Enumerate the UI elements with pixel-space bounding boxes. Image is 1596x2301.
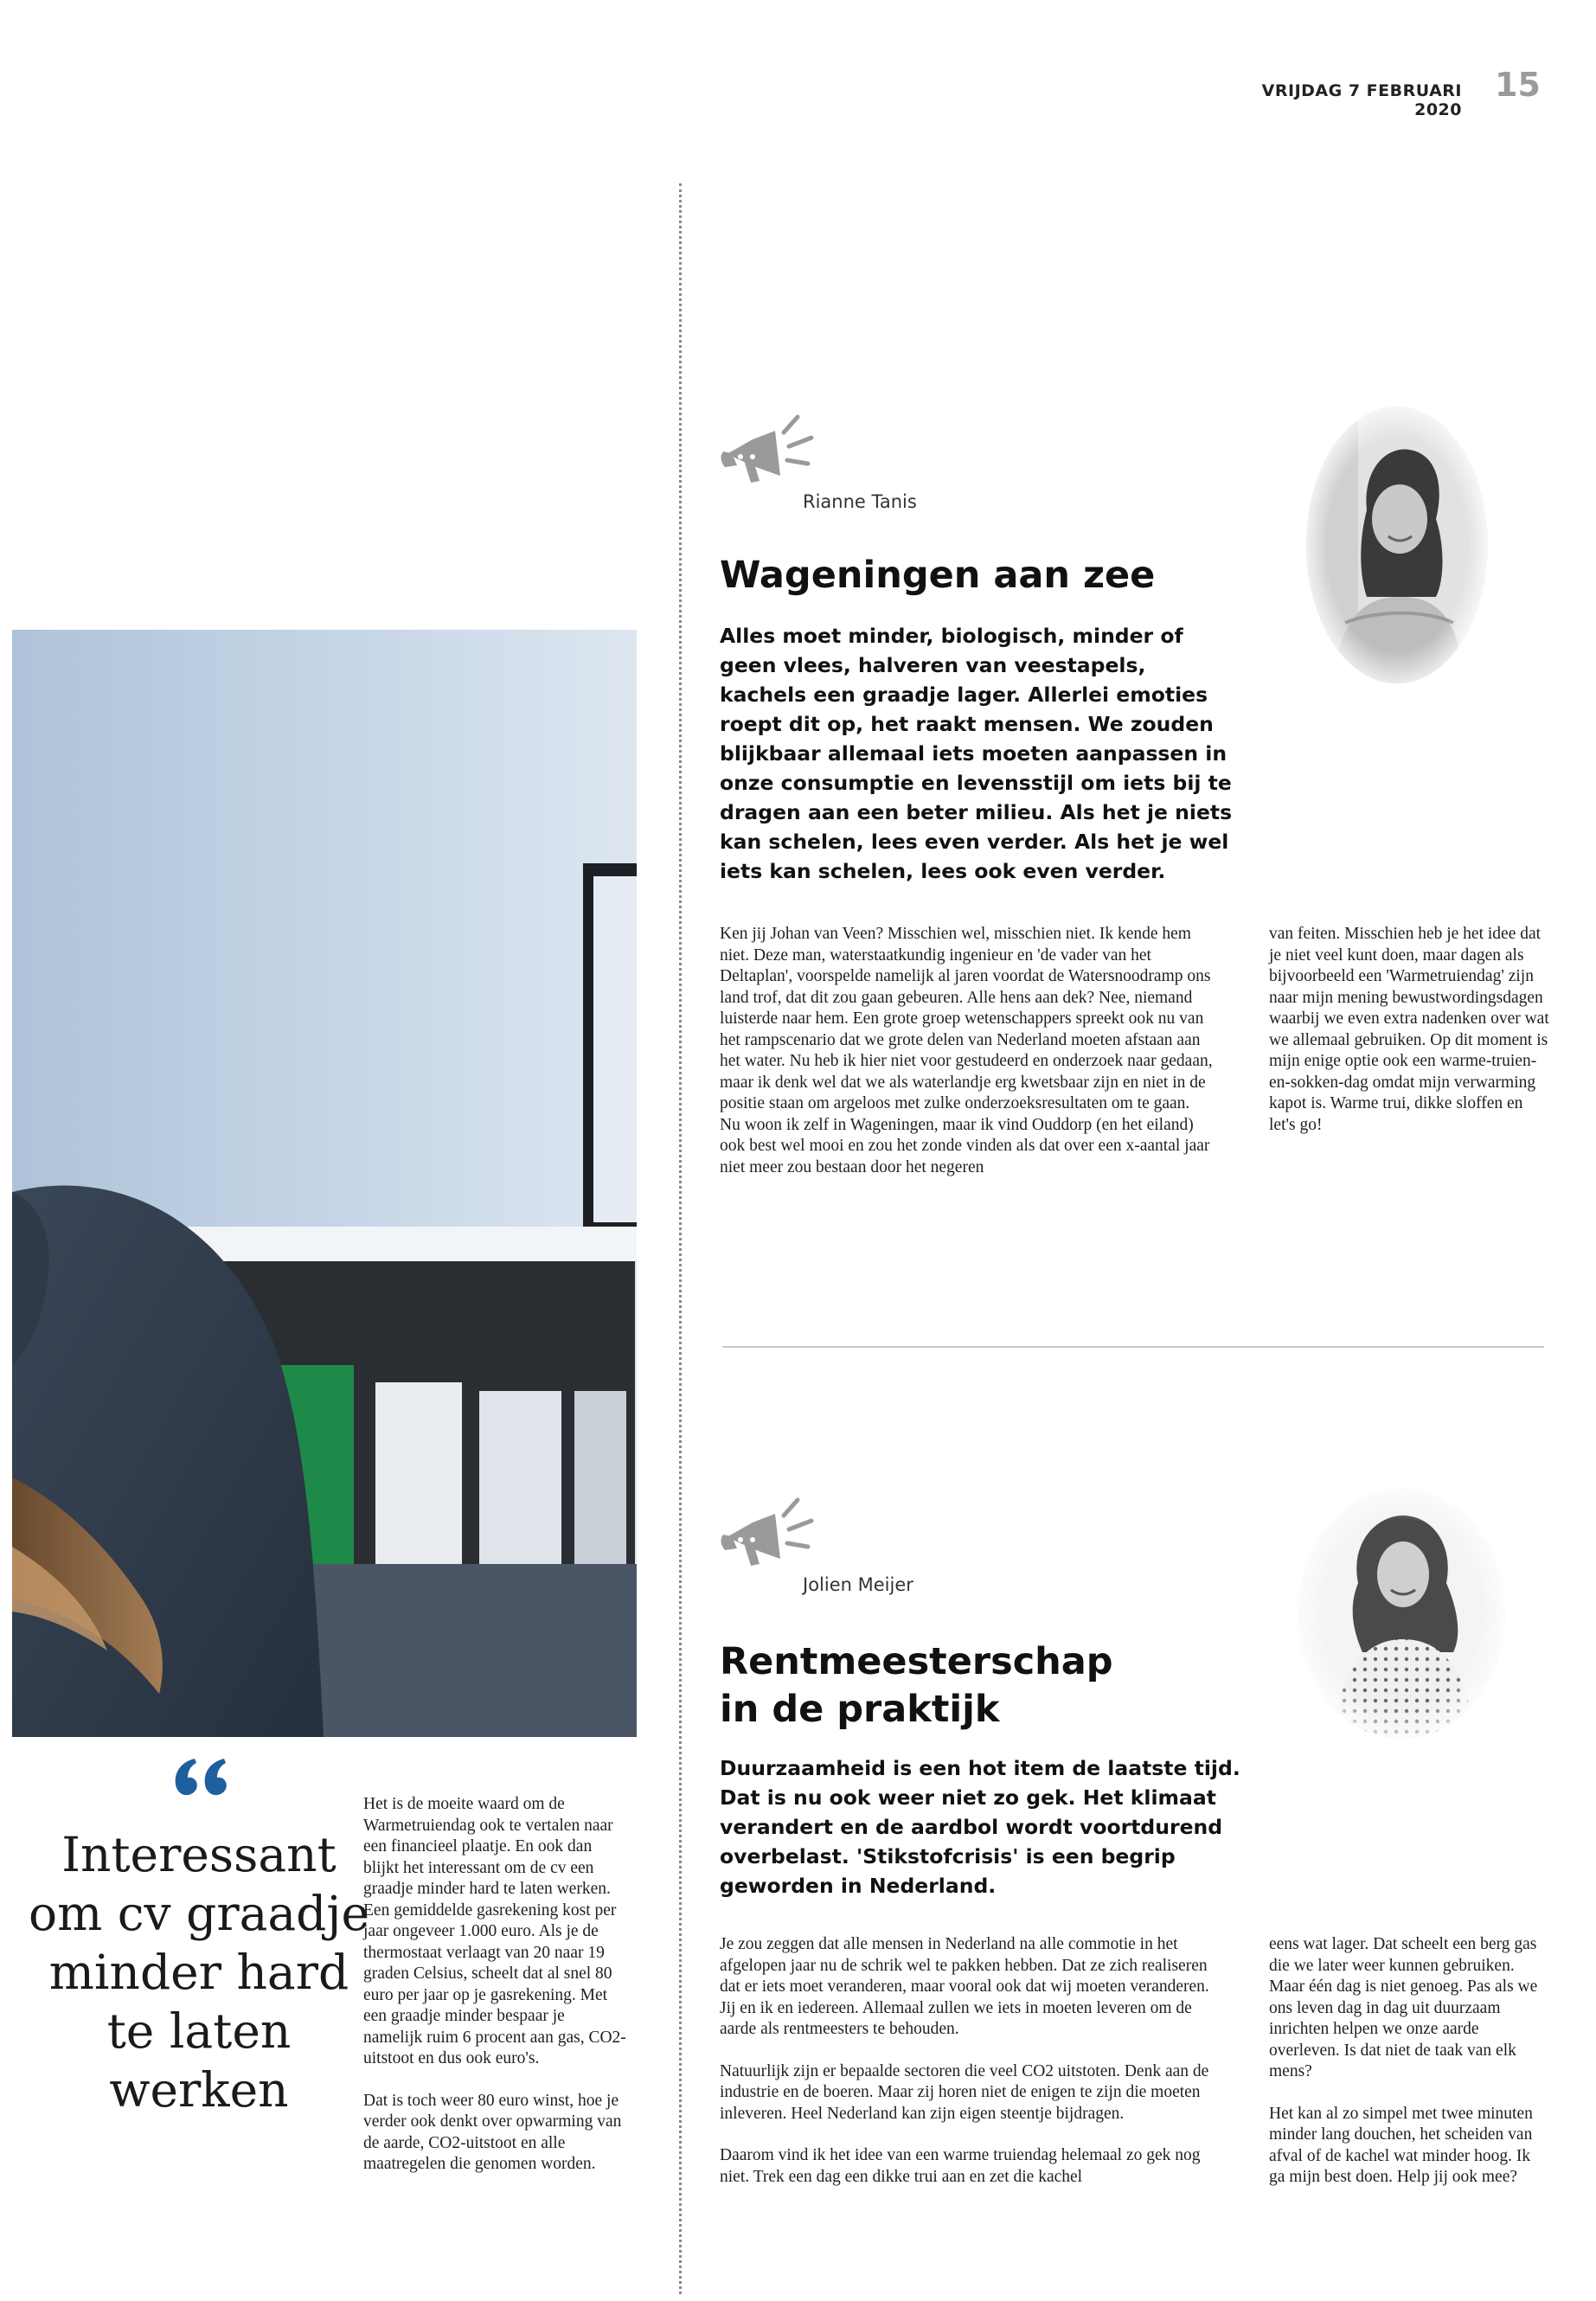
title-line: in de praktijk: [720, 1688, 1000, 1731]
megaphone-icon: [718, 407, 820, 484]
paragraph: Ken jij Johan van Veen? Misschien wel, misschien niet. Ik kende hem niet. Deze man, waterstaatkundig ingenieur en 'de vader van het Deltaplan', voorspelde namelijk al jaren voordat de Watersnoodramp ons land trof, dat dit zou gaan gebeuren. Alle hens aan dek? Nee, niemand luisterde naar hem. Een grote groep wetenschappers spreekt ook nu van het rampscenario dat we grote delen van Nederland moeten afstaan aan het water. Nu heb ik hier niet voor gestudeerd en onderzoek naar gedaan, maar ik denk wel dat we als waterlandje erg kwetsbaar zijn en niet in de positie staan om argeloos met zulke onderzoeksresultaten om te gaan. Nu woon ik zelf in Wageningen, maar ik vind Ouddorp (en het eiland) ook best wel mooi en zou het zonde vinden als dat over een x-aantal jaar niet meer zou bestaan door het negeren: [720, 925, 1213, 1176]
photo-woman-in-sweater: [12, 630, 637, 1737]
author-name: Rianne Tanis: [803, 491, 917, 512]
section-divider: [722, 1346, 1544, 1348]
pull-quote: Interessant om cv graadje minder hard te laten werken: [29, 1827, 369, 2118]
megaphone-icon-2: [718, 1490, 820, 1572]
paragraph: eens wat lager. Dat scheelt een berg gas die we later weer kunnen gebruiken. Maar één dag is niet genoeg. Pas als we ons leven dag in dag uit duurzaam inrichten helpen we onze aarde overleven. Is dat niet de taak van elk mens?: [1269, 1935, 1538, 2080]
paragraph: van feiten. Misschien heb je het idee dat je niet veel kunt doen, maar dagen als bijvoorbeeld een 'Warmetruiendag' zijn naar mijn mening bewustwordingsdagen waarbij we even extra nadenken over wat we allemaal gebruiken. Op dit moment is mijn enige optie ook een warme-truien-en-sokken-dag omdat mijn verwarming kapot is. Warme trui, dikke sloffen en let's go!: [1269, 925, 1549, 1134]
megaphone-icon-1: [718, 407, 820, 489]
article-title: [720, 1638, 1325, 1734]
paragraph: Je zou zeggen dat alle mensen in Nederland na alle commotie in het afgelopen jaar nu de schrik wel te pakken hebben. Dat ze zich realiseren dat er iets moet veranderen, maar vooral ook dat wij moeten veranderen. Jij en ik en iedereen. Allemaal zullen we iets in moeten leveren om de aarde als rentmeesters te behouden.: [720, 1935, 1209, 2038]
article-lead: Alles moet minder, biologisch, minder of geen vlees, halveren van veestapels, kachels een graadje lager. Allerlei emoties roept dit op, het raakt mensen. We zouden blijkbaar allemaal iets moeten aanpassen in onze consumptie en levensstijl om iets bij te dragen aan een beter milieu. Als het je niets kan schelen, lees even verder. Als het je wel iets kan schelen, lees ook even verder.: [720, 624, 1233, 883]
paragraph: Het kan al zo simpel met twee minuten minder lang douchen, het scheiden van afval of de kachel wat minder hoog. Ik ga mijn best doen. Help jij ook mee?: [1269, 2104, 1533, 2186]
quote-mark-icon: [169, 1752, 229, 1804]
author-portrait-jolien: [1298, 1488, 1505, 1739]
paragraph: Natuurlijk zijn er bepaalde sectoren die veel CO2 uitstoten. Denk aan de industrie en de boeren. Maar zij horen niet de enigen te zijn die moeten inleveren. Heel Nederland kan zijn eigen steentje bijdragen.: [720, 2061, 1209, 2123]
article-body-right: [1269, 924, 1550, 1136]
author-portrait-rianne: [1306, 407, 1488, 683]
article-body: [363, 1794, 627, 2176]
paragraph: Het is de moeite waard om de Warmetruiendag ook te vertalen naar een financieel plaatje. En ook dan blijkt het interessant om de cv een graadje minder hard te laten werken. Een gemiddelde gasrekening kost per jaar ongeveer 1.000 euro. Als je de thermostaat verlaagt van 20 naar 19 graden Celsius, scheelt dat al snel 80 euro per jaar op je gasrekening. Met een graadje minder bespaar je namelijk ruim 6 procent aan gas, CO2-uitstoot en dus ook euro's.: [363, 1795, 626, 2067]
quote-mark-icon: [169, 1752, 229, 1804]
paragraph: Daarom vind ik het idee van een warme truiendag helemaal zo gek nog niet. Trek een dag een dikke trui aan en zet die kachel: [720, 2146, 1201, 2186]
issue-date: VRIJDAG 7 FEBRUARI 2020: [1261, 81, 1462, 119]
column-divider-dotted: [679, 183, 682, 2294]
article-body-left: [720, 1934, 1221, 2188]
title-line: Rentmeesterschap: [720, 1640, 1113, 1683]
article-title: Wageningen aan zee: [720, 554, 1156, 597]
portrait-image: [1298, 1488, 1505, 1739]
page-number: 15: [1495, 66, 1541, 104]
portrait-image: [1306, 407, 1488, 683]
article-body-left: [720, 924, 1213, 1178]
author-name: Jolien Meijer: [803, 1574, 913, 1595]
paragraph: Dat is toch weer 80 euro winst, hoe je verder ook denkt over opwarming van de aarde, CO2-uitstoot en alle maatregelen die genomen worden.: [363, 2091, 622, 2173]
article-photo: [12, 630, 637, 1737]
article-body-right: [1269, 1934, 1550, 2189]
article-lead: Duurzaamheid is een hot item de laatste tijd. Dat is nu ook weer niet zo gek. Het klimaat verandert en de aardbol wordt voortdurend overbelast. 'Stikstofcrisis' is een begrip geworden in Nederland.: [720, 1756, 1240, 1898]
megaphone-icon: [718, 1490, 820, 1567]
